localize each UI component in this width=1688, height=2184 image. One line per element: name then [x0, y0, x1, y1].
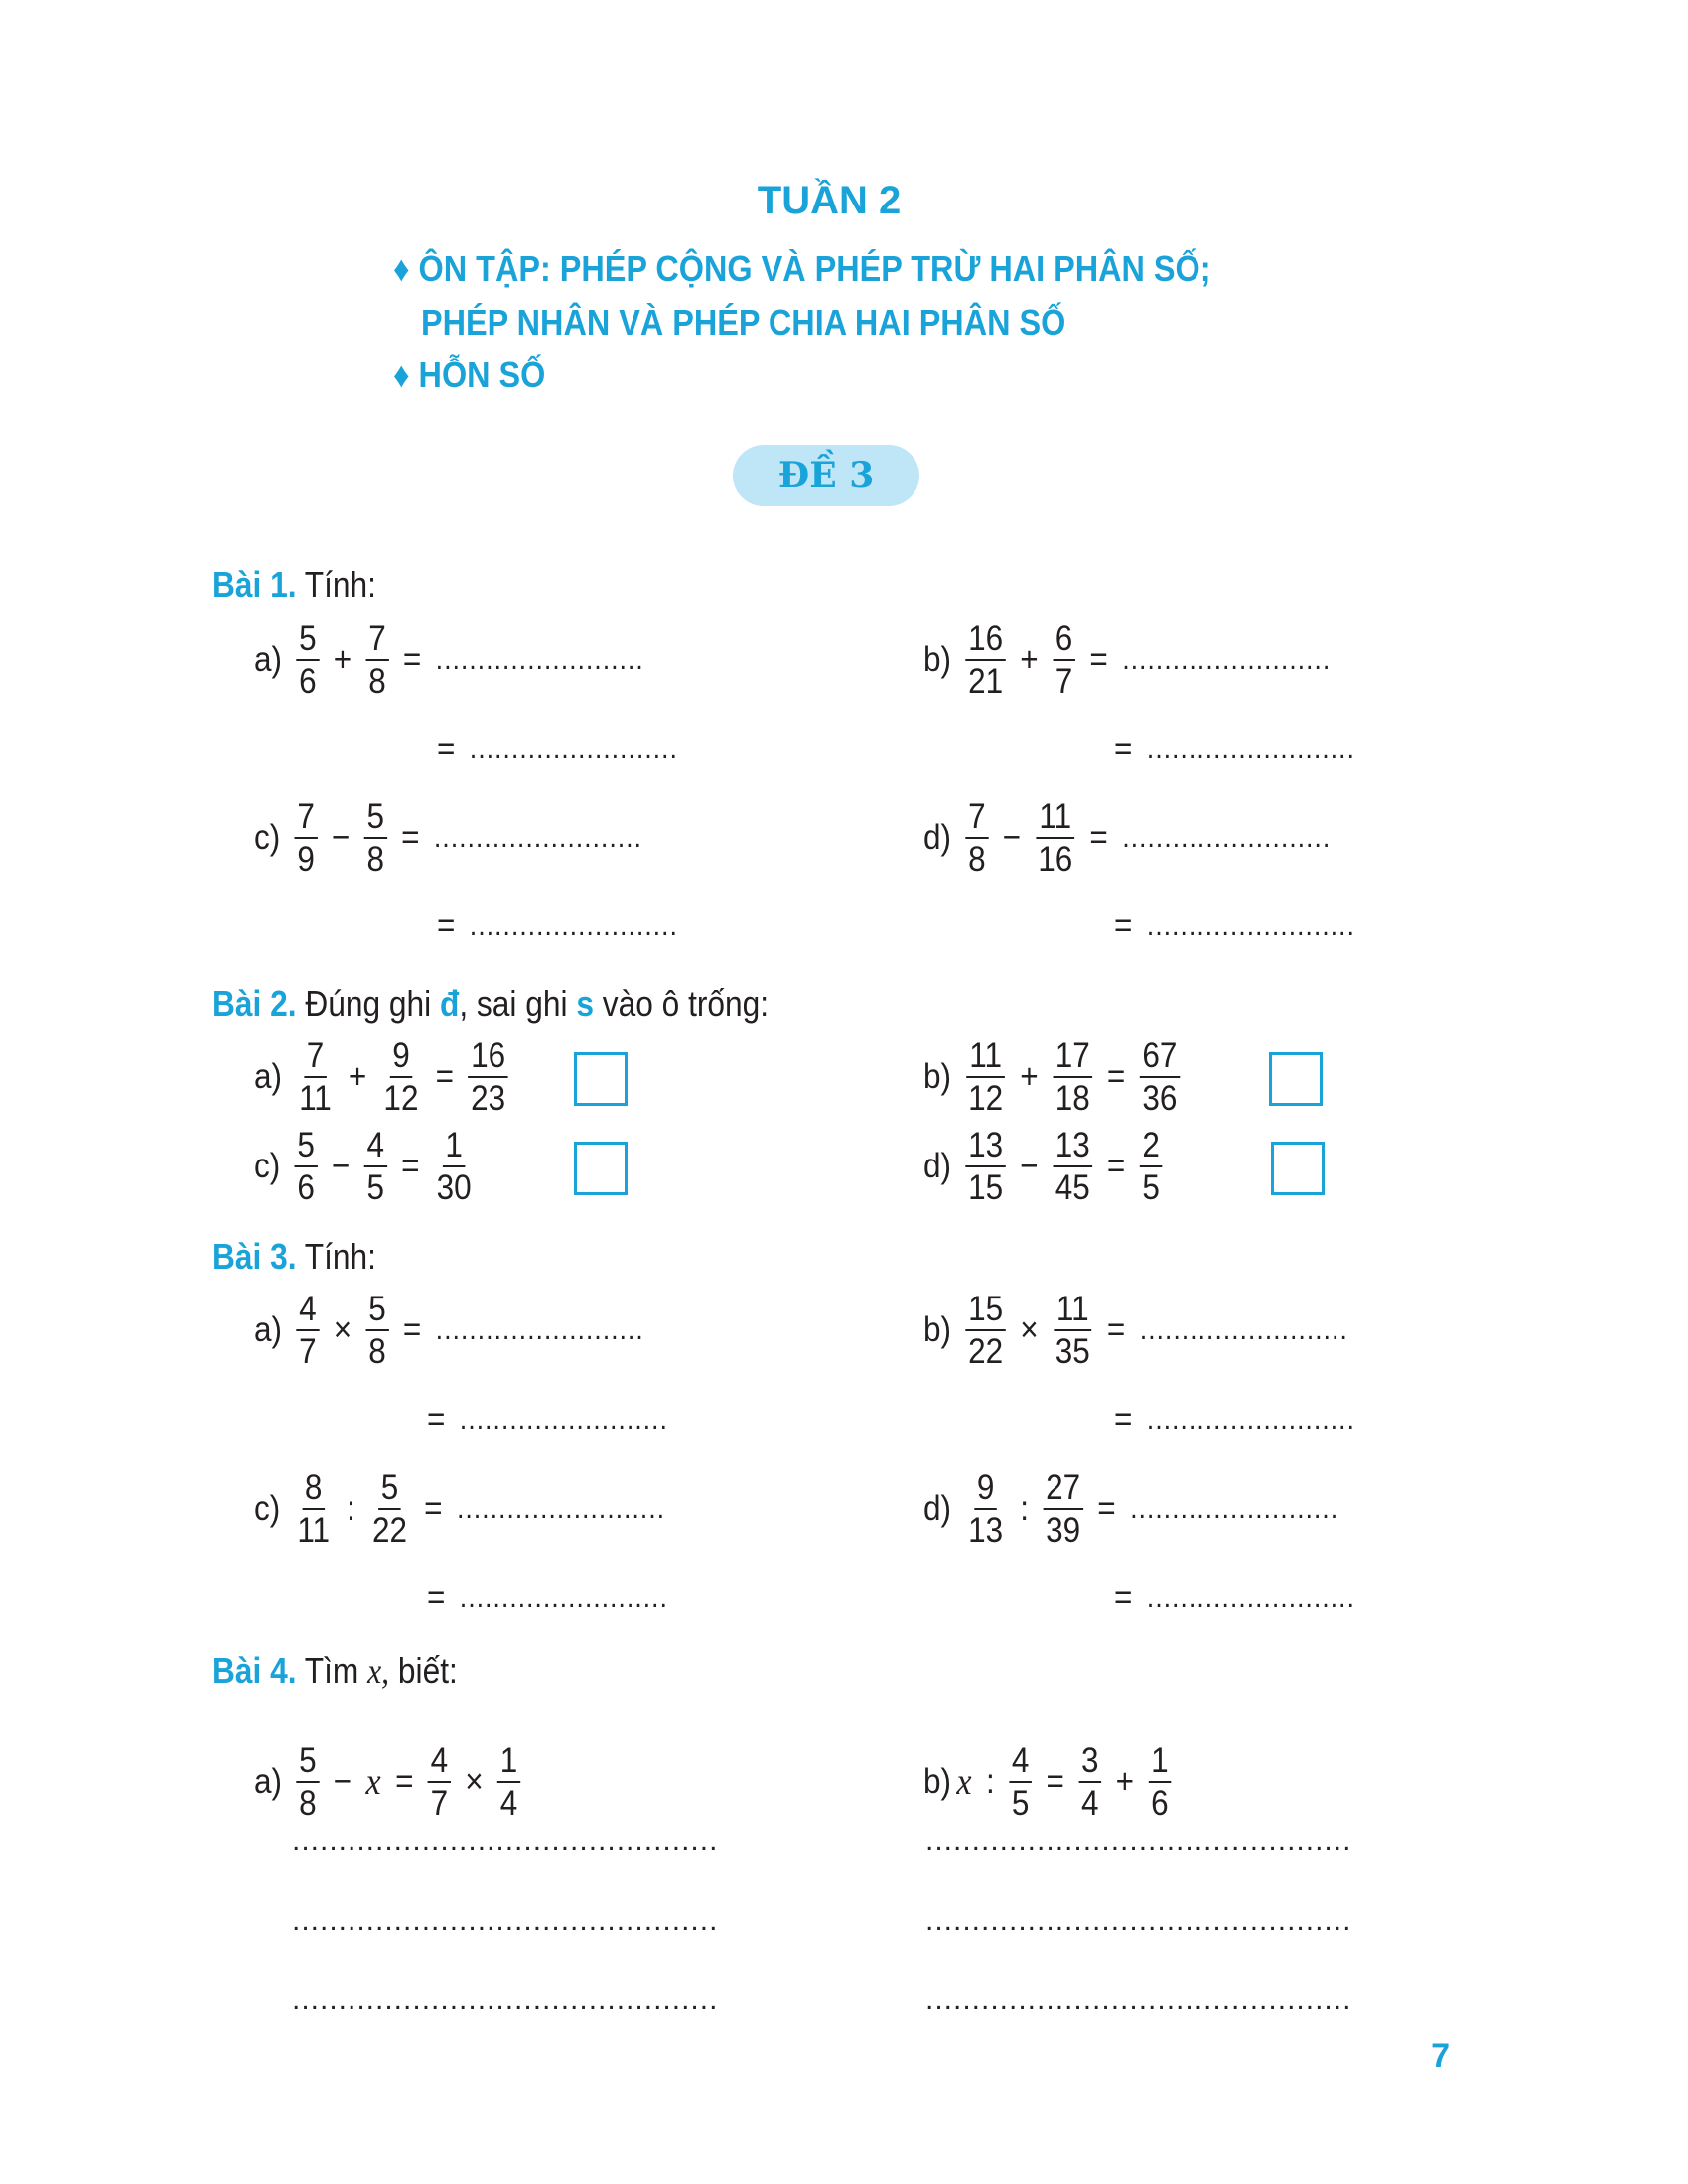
fraction: $\frac{5}{8}$ — [364, 799, 387, 877]
answer-line[interactable]: .............................................. — [925, 1825, 1352, 1857]
fraction: $\frac{11}{35}$ — [1055, 1290, 1090, 1371]
ex2-d-expression: d) $\frac{13}{15}$ − $\frac{13}{45}$ = $\frac{2}{5}$ — [923, 1127, 1177, 1206]
ex2-a-expression: a) $\frac{7}{11}$ + $\frac{9}{12}$ = $\frac{16}{23}$ — [254, 1037, 522, 1117]
ex4-a-expression: a) $\frac{5}{8}$ − x = $\frac{4}{7}$ × $\frac{1}{4}$ — [254, 1742, 534, 1822]
topic-line-1: ♦ ÔN TẬP: PHÉP CỘNG VÀ PHÉP TRỪ HAI PHÂN SỐ; — [393, 248, 1211, 289]
answer-blank[interactable]: ......................... — [1146, 733, 1355, 765]
fraction: $\frac{7}{11}$ — [299, 1036, 332, 1118]
answer-blank[interactable]: ......................... — [1122, 821, 1332, 854]
fraction: $\frac{7}{9}$ — [295, 799, 318, 877]
exercise-1-heading: Bài 1. Tính: — [212, 564, 376, 605]
ex1-d-line2: = ......................... — [1114, 906, 1355, 945]
answer-blank[interactable]: ......................... — [1130, 1492, 1339, 1525]
answer-line[interactable]: .............................................. — [292, 1825, 719, 1857]
fraction: $\frac{6}{7}$ — [1053, 621, 1075, 699]
exercise-3-heading: Bài 3. Tính: — [212, 1236, 376, 1277]
fraction: $\frac{9}{12}$ — [383, 1036, 419, 1118]
fraction: $\frac{1}{30}$ — [436, 1126, 472, 1207]
ex3-b-expression: b) $\frac{15}{22}$ × $\frac{11}{35}$ = ......................... — [923, 1290, 1348, 1371]
answer-line[interactable]: .............................................. — [925, 1983, 1352, 2016]
answer-checkbox[interactable] — [1271, 1142, 1325, 1195]
ex2-b-expression: b) $\frac{11}{12}$ + $\frac{17}{18}$ = $\frac{67}{36}$ — [923, 1037, 1195, 1117]
fraction: $\frac{11}{12}$ — [968, 1036, 1004, 1118]
fraction: $\frac{13}{15}$ — [965, 1128, 1005, 1205]
ex3-c-line2: = ......................... — [427, 1578, 668, 1617]
answer-line[interactable]: .............................................. — [925, 1904, 1352, 1937]
answer-blank[interactable]: ......................... — [1122, 643, 1332, 676]
answer-line[interactable]: .............................................. — [292, 1904, 719, 1937]
fraction: $\frac{4}{5}$ — [1009, 1743, 1032, 1821]
answer-blank[interactable]: ......................... — [469, 733, 678, 765]
topic-line-2: PHÉP NHÂN VÀ PHÉP CHIA HAI PHÂN SỐ — [421, 302, 1066, 342]
answer-checkbox[interactable] — [574, 1052, 628, 1106]
fraction: $\frac{27}{39}$ — [1043, 1470, 1082, 1548]
fraction: $\frac{8}{11}$ — [297, 1468, 331, 1550]
ex1-a-line2: = ......................... — [437, 730, 678, 768]
exercise-2-heading: Bài 2. Đúng ghi đ, sai ghi s vào ô trống: — [212, 983, 770, 1024]
fraction: $\frac{4}{5}$ — [364, 1128, 387, 1205]
ex3-b-line2: = ......................... — [1114, 1400, 1355, 1438]
fraction: $\frac{9}{13}$ — [968, 1468, 1004, 1550]
ex4-b-expression: b) x : $\frac{4}{5}$ = $\frac{3}{4}$ + $\frac{1}{6}$ — [923, 1742, 1186, 1822]
ex1-a-expression: a) $\frac{5}{6}$ + $\frac{7}{8}$ = ......................... — [254, 619, 644, 701]
ex1-d-expression: d) $\frac{7}{8}$ − $\frac{11}{16}$ = ......................... — [923, 797, 1332, 879]
fraction: $\frac{7}{8}$ — [366, 621, 389, 699]
answer-blank[interactable]: ......................... — [1139, 1313, 1348, 1346]
fraction: $\frac{5}{8}$ — [366, 1292, 389, 1369]
ex3-c-expression: c) $\frac{8}{11}$ : $\frac{5}{22}$ = ......................... — [254, 1468, 665, 1550]
answer-blank[interactable]: ......................... — [456, 1492, 665, 1525]
fraction: $\frac{1}{4}$ — [497, 1743, 520, 1821]
ex3-d-expression: d) $\frac{9}{13}$ : $\frac{27}{39}$ = ......................... — [923, 1468, 1339, 1550]
answer-blank[interactable]: ......................... — [459, 1581, 668, 1614]
ex1-c-line2: = ......................... — [437, 906, 678, 945]
ex1-b-expression: b) $\frac{16}{21}$ + $\frac{6}{7}$ = ......................... — [923, 619, 1332, 701]
answer-blank[interactable]: ......................... — [1146, 909, 1355, 942]
fraction: $\frac{4}{7}$ — [428, 1743, 451, 1821]
fraction: $\frac{5}{6}$ — [295, 1128, 318, 1205]
bullet-icon: ♦ — [393, 354, 410, 395]
ex1-b-line2: = ......................... — [1114, 730, 1355, 768]
bullet-icon: ♦ — [393, 248, 410, 289]
fraction: $\frac{15}{22}$ — [965, 1292, 1005, 1369]
exam-label: ĐỀ 3 — [733, 445, 919, 506]
fraction: $\frac{17}{18}$ — [1053, 1038, 1092, 1116]
answer-blank[interactable]: ......................... — [1146, 1581, 1355, 1614]
fraction: $\frac{16}{23}$ — [468, 1038, 507, 1116]
fraction: $\frac{67}{36}$ — [1140, 1038, 1180, 1116]
exercise-4-heading: Bài 4. Tìm x, biết: — [212, 1650, 458, 1691]
answer-blank[interactable]: ......................... — [435, 1313, 644, 1346]
answer-blank[interactable]: ......................... — [435, 643, 644, 676]
fraction: $\frac{13}{45}$ — [1053, 1128, 1092, 1205]
ex3-d-line2: = ......................... — [1114, 1578, 1355, 1617]
ex2-c-expression: c) $\frac{5}{6}$ − $\frac{4}{5}$ = $\frac{1}{30}$ — [254, 1127, 489, 1206]
answer-blank[interactable]: ......................... — [1146, 1403, 1355, 1435]
fraction: $\frac{11}{16}$ — [1038, 797, 1073, 879]
answer-blank[interactable]: ......................... — [459, 1403, 668, 1435]
page-number: 7 — [1431, 2037, 1450, 2075]
fraction: $\frac{4}{7}$ — [296, 1292, 319, 1369]
fraction: $\frac{5}{22}$ — [372, 1468, 408, 1550]
answer-checkbox[interactable] — [574, 1142, 628, 1195]
ex1-c-expression: c) $\frac{7}{9}$ − $\frac{5}{8}$ = ......................... — [254, 797, 642, 879]
fraction: $\frac{1}{6}$ — [1148, 1743, 1171, 1821]
fraction: $\frac{7}{8}$ — [965, 799, 988, 877]
ex3-a-expression: a) $\frac{4}{7}$ × $\frac{5}{8}$ = ......................... — [254, 1290, 644, 1371]
answer-blank[interactable]: ......................... — [433, 821, 642, 854]
fraction: $\frac{16}{21}$ — [965, 621, 1005, 699]
ex3-a-line2: = ......................... — [427, 1400, 668, 1438]
answer-blank[interactable]: ......................... — [469, 909, 678, 942]
topic-line-3: ♦ HỖN SỐ — [393, 354, 546, 395]
week-title: TUẦN 2 — [757, 179, 902, 222]
answer-checkbox[interactable] — [1269, 1052, 1323, 1106]
fraction: $\frac{5}{6}$ — [296, 621, 319, 699]
fraction: $\frac{2}{5}$ — [1140, 1128, 1163, 1205]
fraction: $\frac{3}{4}$ — [1078, 1743, 1101, 1821]
answer-line[interactable]: .............................................. — [292, 1983, 719, 2016]
fraction: $\frac{5}{8}$ — [296, 1743, 319, 1821]
